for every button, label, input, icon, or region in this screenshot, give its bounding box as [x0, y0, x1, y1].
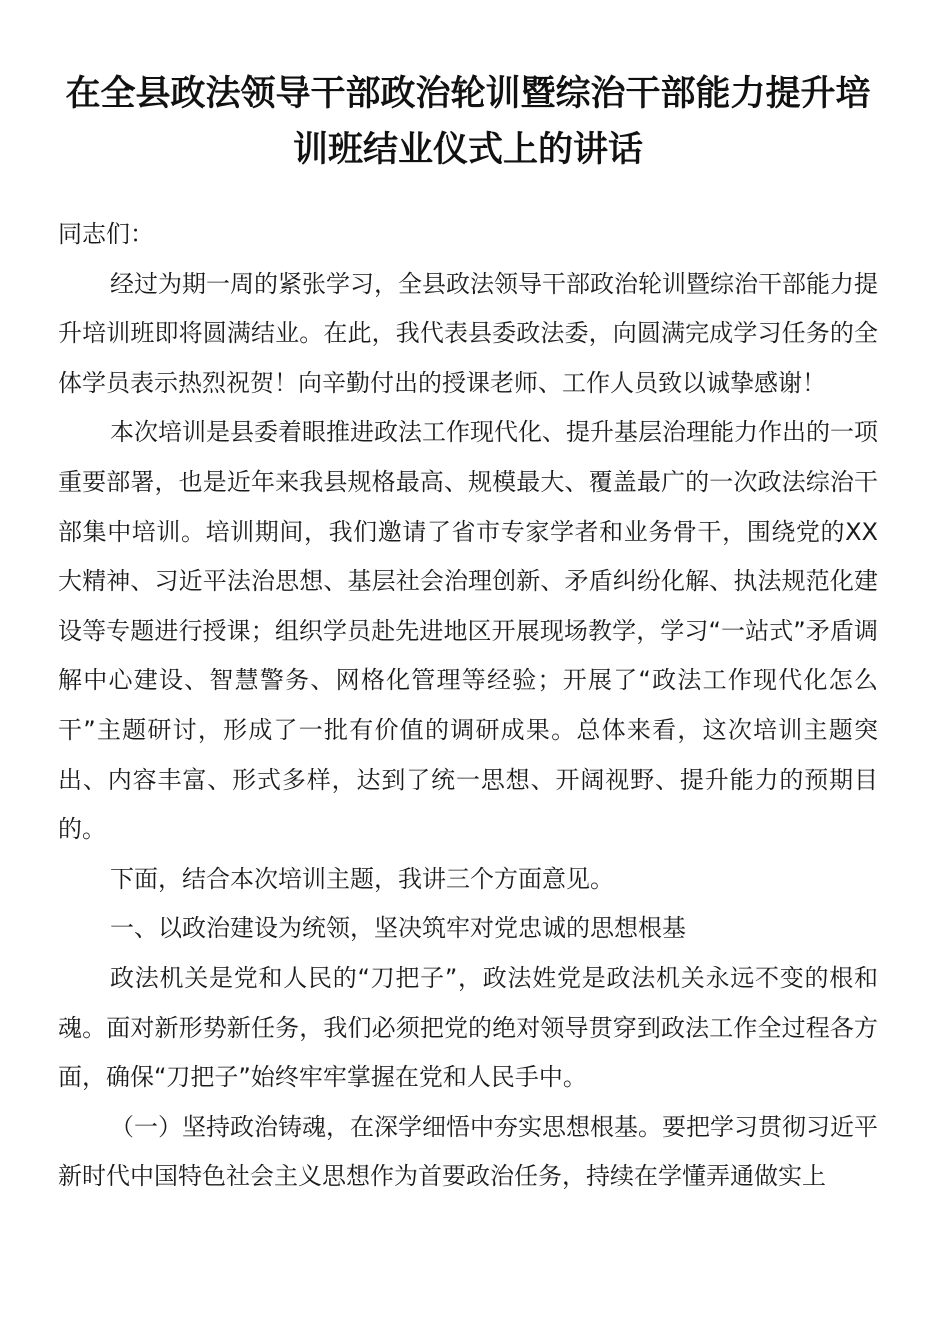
- document-body: [58, 210, 878, 1202]
- paragraph-opening: 经过为期一周的紧张学习，全县政法领导干部政治轮训暨综治干部能力提升培训班即将圆满结业。在此，我代表县委政法委，向圆满完成学习任务的全体学员表示热烈祝贺！向辛勤付出的授课老师、工作人员致以诚挚感谢！: [58, 269, 878, 397]
- title-line-2: 训班结业仪式上的讲话: [292, 130, 643, 170]
- paragraph-training-summary: 本次培训是县委着眼推进政法工作现代化、提升基层治理能力作出的一项重要部署，也是近年来我县规格最高、规模最大、覆盖最广的一次政法综治干部集中培训。培训期间，我们邀请了省市专家学者和业务骨干，围绕党的XX大精神、习近平法治思想、基层社会治理创新、矛盾纠纷化解、执法规范化建设等专题进行授课；组织学员赴先进地区开展现场教学，学习“一站式”矛盾调解中心建设、智慧警务、网格化管理等经验；开展了“政法工作现代化怎么干”主题研讨，形成了一批有价值的调研成果。总体来看，这次培训主题突出、内容丰富、形式多样，达到了统一思想、开阔视野、提升能力的预期目的。: [58, 418, 878, 844]
- paragraph-subsection-1: （一）坚持政治铸魂，在深学细悟中夯实思想根基。要把学习贯彻习近平新时代中国特色社会主义思想作为首要政治任务，持续在学懂弄通做实上: [58, 1112, 878, 1191]
- paragraph-transition: 下面，结合本次培训主题，我讲三个方面意见。: [110, 864, 614, 893]
- section-heading-1: 一、以政治建设为统领，坚决筑牢对党忠诚的思想根基: [110, 914, 686, 943]
- paragraph-section-1-intro: 政法机关是党和人民的“刀把子”，政法姓党是政法机关永远不变的根和魂。面对新形势新任务，我们必须把党的绝对领导贯穿到政法工作全过程各方面，确保“刀把子”始终牢牢掌握在党和人民手中。: [58, 963, 878, 1092]
- document-title: [58, 66, 878, 178]
- title-line-1: 在全县政法领导干部政治轮训暨综治干部能力提升培: [65, 74, 871, 114]
- salutation: 同志们：: [58, 220, 154, 248]
